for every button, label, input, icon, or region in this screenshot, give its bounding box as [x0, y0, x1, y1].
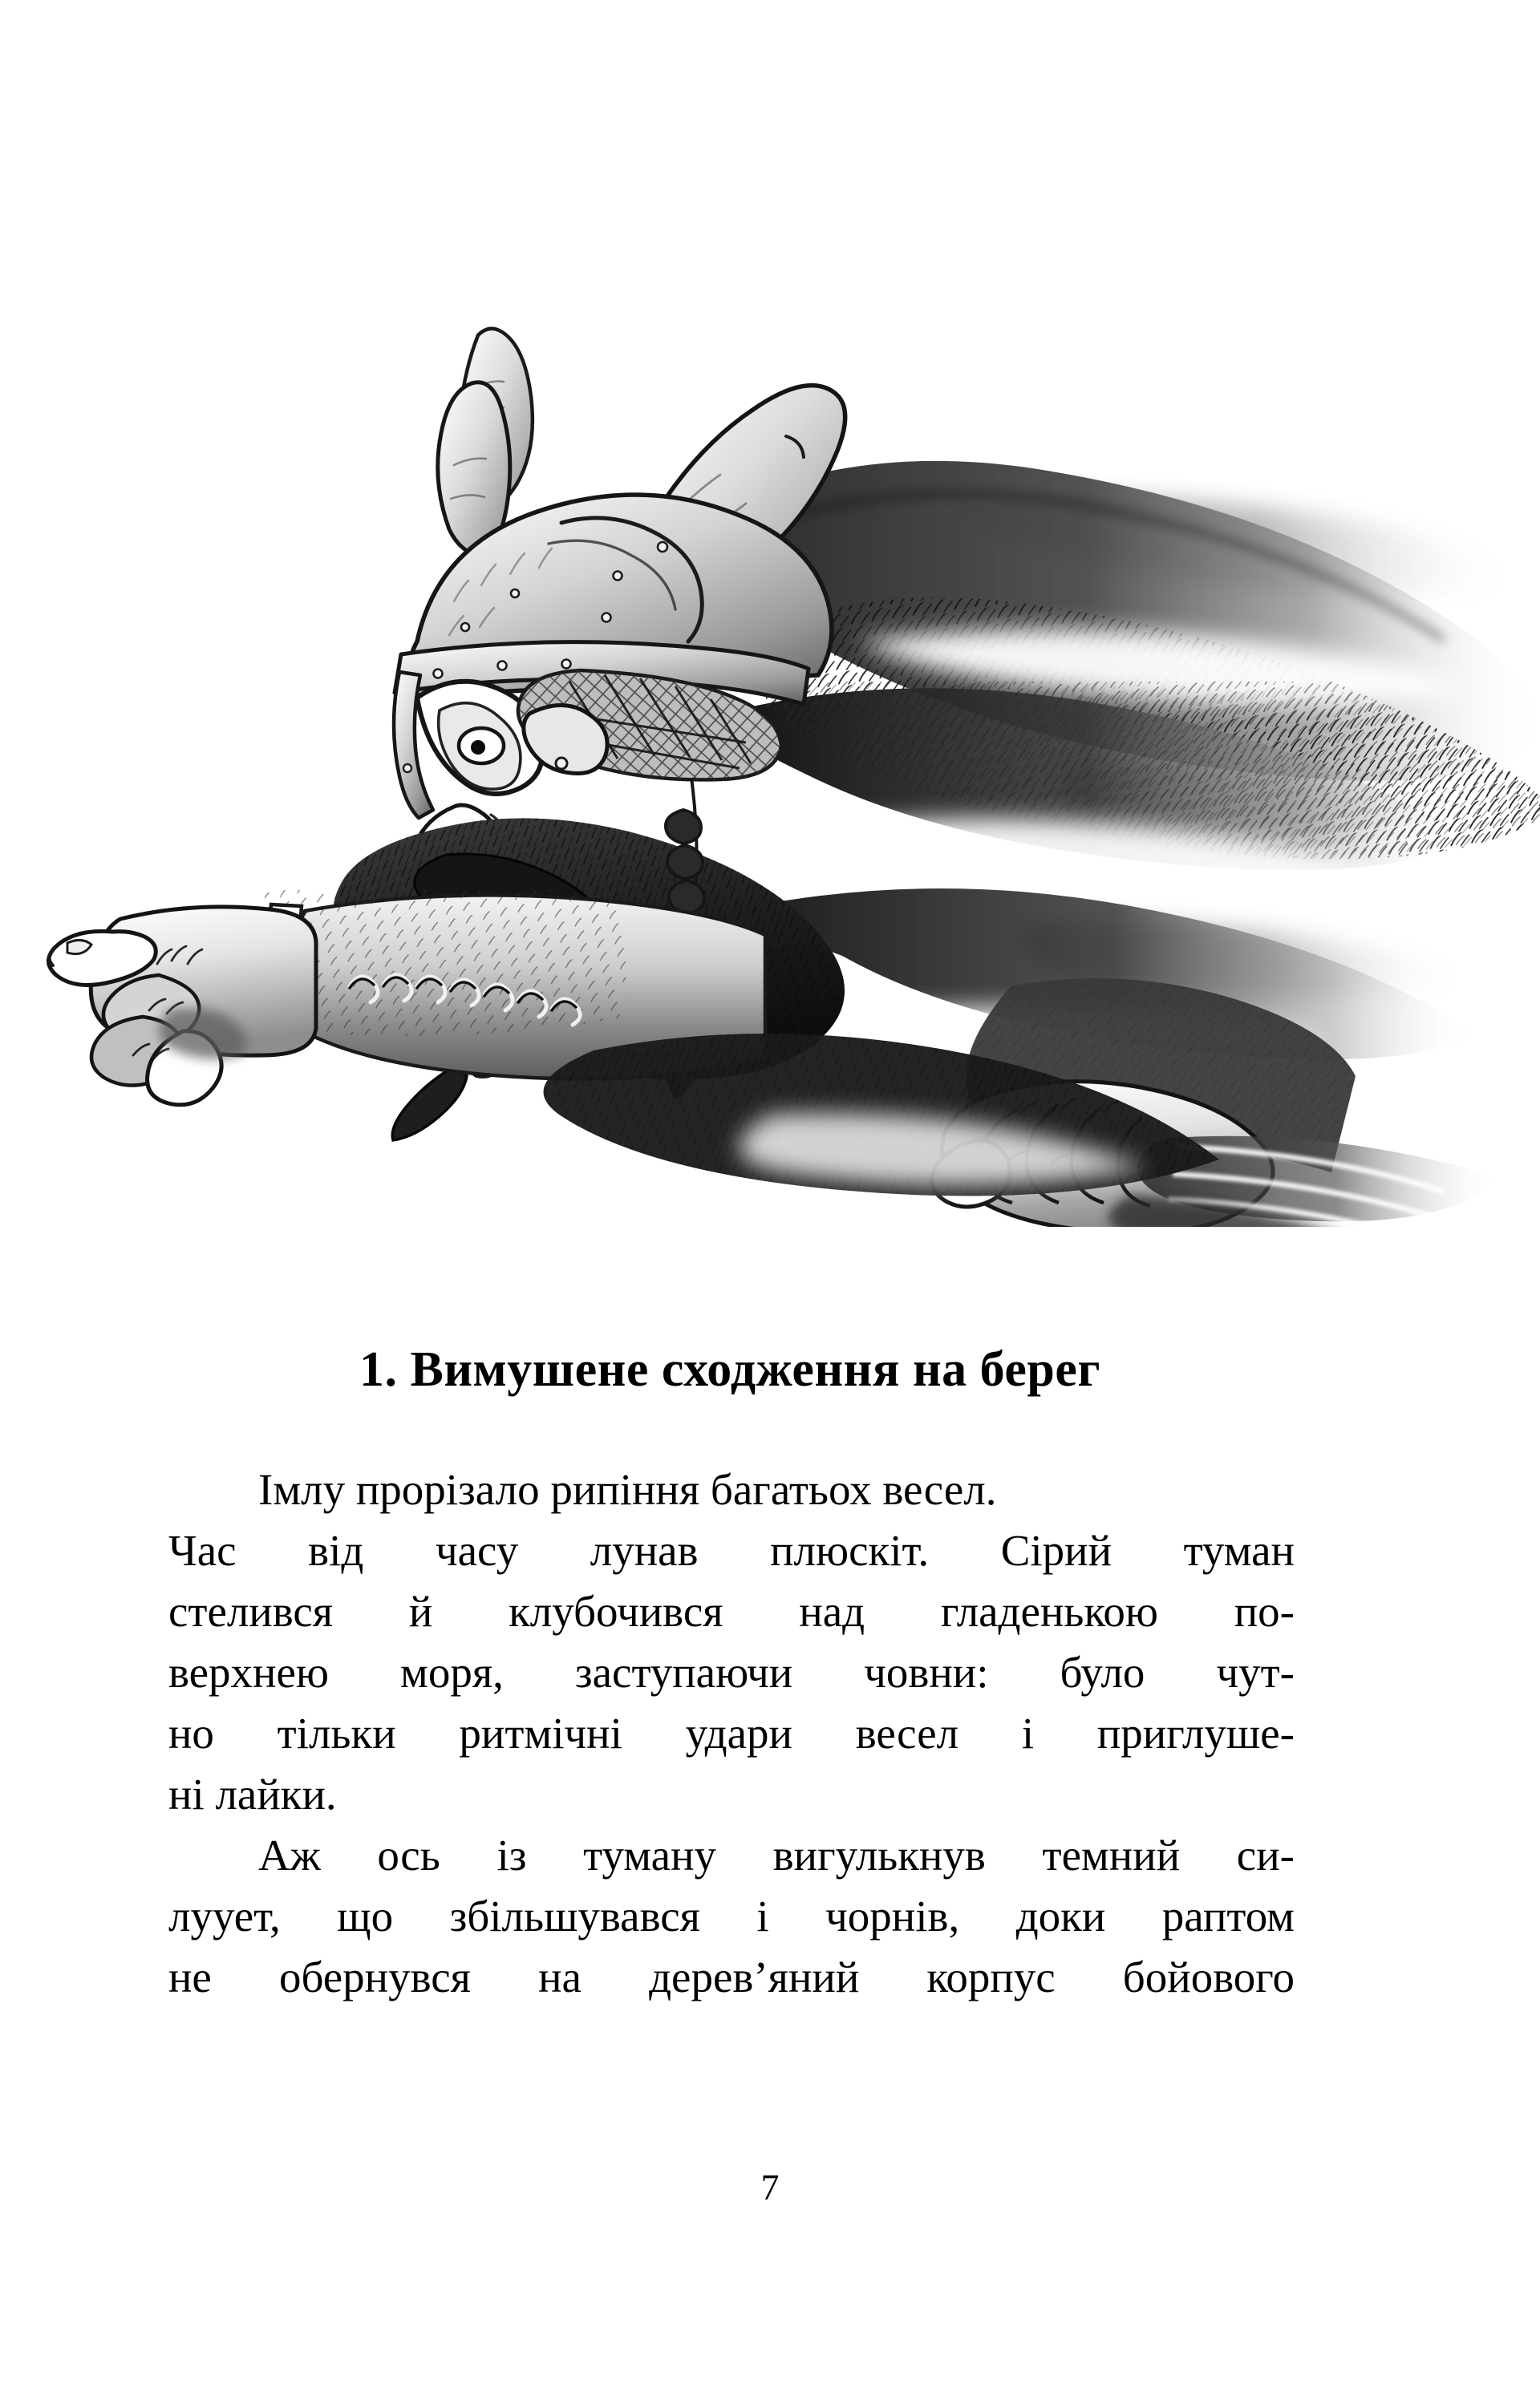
text-word: по- [1234, 1587, 1295, 1636]
text-word: туман [1183, 1526, 1295, 1575]
text-word: верхнею [168, 1648, 329, 1697]
text-word: чут- [1216, 1648, 1295, 1697]
text-word: чорнів, [825, 1892, 960, 1941]
text-word: було [1060, 1648, 1145, 1697]
text-word: весел [855, 1709, 959, 1758]
text-word: доки [1015, 1892, 1106, 1941]
text-word: збільшувався [449, 1892, 700, 1941]
body-text [168, 1459, 1295, 2008]
text-word: ритмічні [459, 1709, 622, 1758]
text-word: обернувся [278, 1953, 471, 2001]
text-word: луует, [168, 1892, 281, 1941]
paragraph-2 [168, 1825, 1295, 2008]
text-line: ні лайки. [168, 1770, 337, 1819]
text-word: Сірий [1000, 1526, 1112, 1575]
text-word: темний [1042, 1831, 1181, 1880]
text-word: вигулькнув [772, 1831, 986, 1880]
text-word: си- [1236, 1831, 1295, 1880]
paragraph-1 [168, 1459, 1295, 1825]
text-word: лунав [590, 1526, 699, 1575]
text-line [168, 1947, 1295, 2008]
text-word: що [337, 1892, 394, 1941]
chapter-heading: 1. Вимушене сходження на берег [359, 1342, 1101, 1397]
text-word: на [538, 1953, 582, 2001]
text-word: над [799, 1587, 865, 1636]
text-word: від [308, 1526, 364, 1575]
text-line [168, 1886, 1295, 1947]
text-word: но [168, 1709, 214, 1758]
text-word: клубочився [509, 1587, 723, 1636]
text-word: гладенькою [940, 1587, 1158, 1636]
text-word: і [756, 1892, 769, 1941]
text-word: і [1021, 1709, 1035, 1758]
text-word: приглуше- [1096, 1709, 1295, 1758]
text-line [168, 1642, 1295, 1703]
text-word: удари [685, 1709, 792, 1758]
text-word: човни: [864, 1648, 989, 1697]
text-word: моря, [400, 1648, 504, 1697]
text-word: часу [435, 1526, 519, 1575]
text-line [168, 1825, 1295, 1886]
text-word: заступаючи [574, 1648, 793, 1697]
page-number: 7 [760, 2167, 780, 2208]
text-line [168, 1520, 1295, 1581]
text-line [168, 1703, 1295, 1764]
horned-helmet [394, 329, 845, 818]
text-word: не [168, 1953, 212, 2001]
text-word: корпус [926, 1953, 1056, 2001]
chapter-illustration [0, 265, 1540, 1227]
text-word: дерев’яний [649, 1953, 860, 2001]
text-word: із [496, 1831, 527, 1880]
text-word: тільки [277, 1709, 396, 1758]
text-word: туману [583, 1831, 716, 1880]
text-word: плюскіт. [770, 1526, 930, 1575]
text-word: Аж [258, 1831, 321, 1880]
text-word: стелився [168, 1587, 334, 1636]
viking-warrior-drawing [0, 265, 1540, 1227]
text-line: Імлу прорізало рипіння багатьох весел. [258, 1465, 997, 1514]
text-word: Час [168, 1526, 237, 1575]
text-word: бойового [1122, 1953, 1295, 2001]
text-word: раптом [1161, 1892, 1295, 1941]
text-word: й [408, 1587, 433, 1636]
text-line [168, 1581, 1295, 1642]
text-word: ось [377, 1831, 440, 1880]
